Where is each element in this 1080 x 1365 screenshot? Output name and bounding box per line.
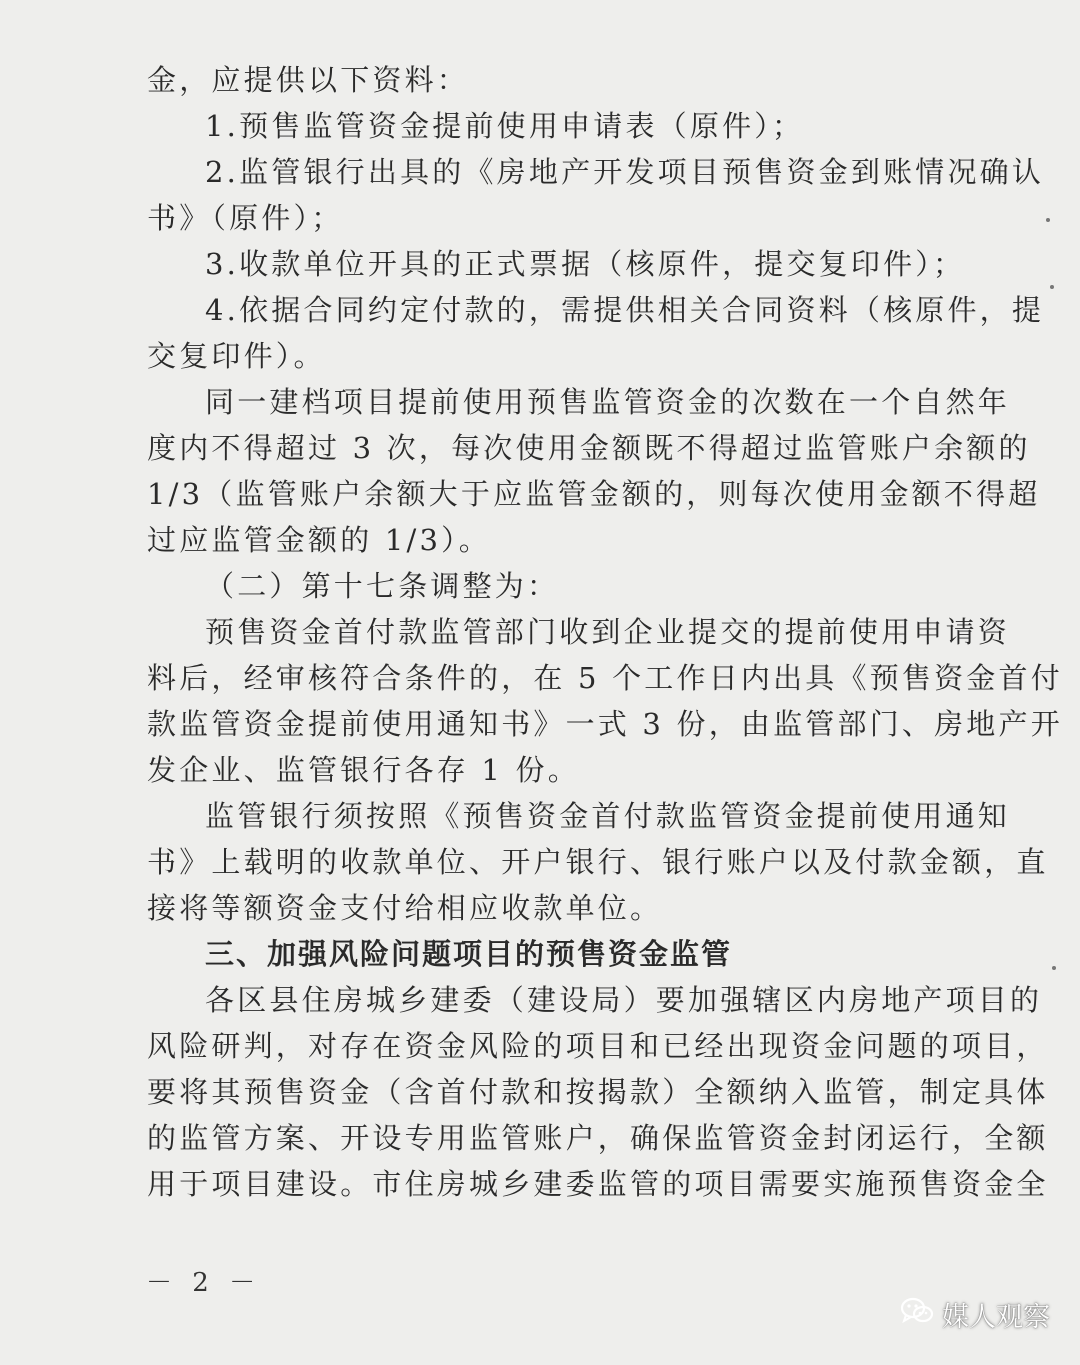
paragraph-line: 金，应提供以下资料： bbox=[147, 63, 470, 97]
section-subheading: （二）第十七条调整为： bbox=[205, 569, 560, 603]
paragraph-line: 度内不得超过 3 次，每次使用金额既不得超过监管账户余额的 bbox=[147, 431, 1031, 465]
page-number: － 2 － bbox=[146, 1268, 262, 1298]
paragraph-line: 风险研判，对存在资金风险的项目和已经出现资金问题的项目， bbox=[147, 1029, 1049, 1063]
list-item-continuation: 书》（原件）； bbox=[147, 201, 344, 235]
paragraph-line: 书》上载明的收款单位、开户银行、银行账户以及付款金额，直 bbox=[147, 845, 1049, 879]
scan-speck bbox=[1046, 218, 1050, 222]
section-heading: 三、加强风险问题项目的预售资金监管 bbox=[205, 937, 733, 971]
list-item: 3.收款单位开具的正式票据（核原件，提交复印件）； bbox=[205, 247, 966, 281]
scan-speck bbox=[1052, 966, 1056, 970]
wechat-icon bbox=[900, 1296, 934, 1333]
paragraph-line: 预售资金首付款监管部门收到企业提交的提前使用申请资 bbox=[205, 615, 1011, 649]
paragraph-line: 监管银行须按照《预售资金首付款监管资金提前使用通知 bbox=[205, 799, 1011, 833]
paragraph-line: 接将等额资金支付给相应收款单位。 bbox=[147, 891, 663, 925]
list-item: 4.依据合同约定付款的，需提供相关合同资料（核原件，提 bbox=[205, 293, 1045, 327]
watermark bbox=[900, 1294, 1050, 1334]
paragraph-line: 料后，经审核符合条件的，在 5 个工作日内出具《预售资金首付 bbox=[147, 661, 1063, 695]
paragraph-line: 用于项目建设。市住房城乡建委监管的项目需要实施预售资金全 bbox=[147, 1167, 1049, 1201]
paragraph-line: 要将其预售资金（含首付款和按揭款）全额纳入监管，制定具体 bbox=[147, 1075, 1049, 1109]
paragraph-line: 发企业、监管银行各存 1 份。 bbox=[147, 753, 580, 787]
watermark-text: 媒人观察 bbox=[942, 1301, 1050, 1333]
paragraph-line: 1/3（监管账户余额大于应监管金额的，则每次使用金额不得超 bbox=[147, 477, 1041, 511]
paragraph-line: 各区县住房城乡建委（建设局）要加强辖区内房地产项目的 bbox=[205, 983, 1043, 1017]
paragraph-line: 过应监管金额的 1/3）。 bbox=[147, 523, 491, 557]
paragraph-line: 同一建档项目提前使用预售监管资金的次数在一个自然年 bbox=[205, 385, 1011, 419]
list-item-continuation: 交复印件）。 bbox=[147, 339, 326, 373]
list-item: 2.监管银行出具的《房地产开发项目预售资金到账情况确认 bbox=[205, 155, 1045, 189]
paragraph-line: 的监管方案、开设专用监管账户，确保监管资金封闭运行，全额 bbox=[147, 1121, 1049, 1155]
paragraph-line: 款监管资金提前使用通知书》一式 3 份，由监管部门、房地产开 bbox=[147, 707, 1063, 741]
list-item: 1.预售监管资金提前使用申请表（原件）； bbox=[205, 109, 805, 143]
scan-speck bbox=[1050, 285, 1054, 289]
